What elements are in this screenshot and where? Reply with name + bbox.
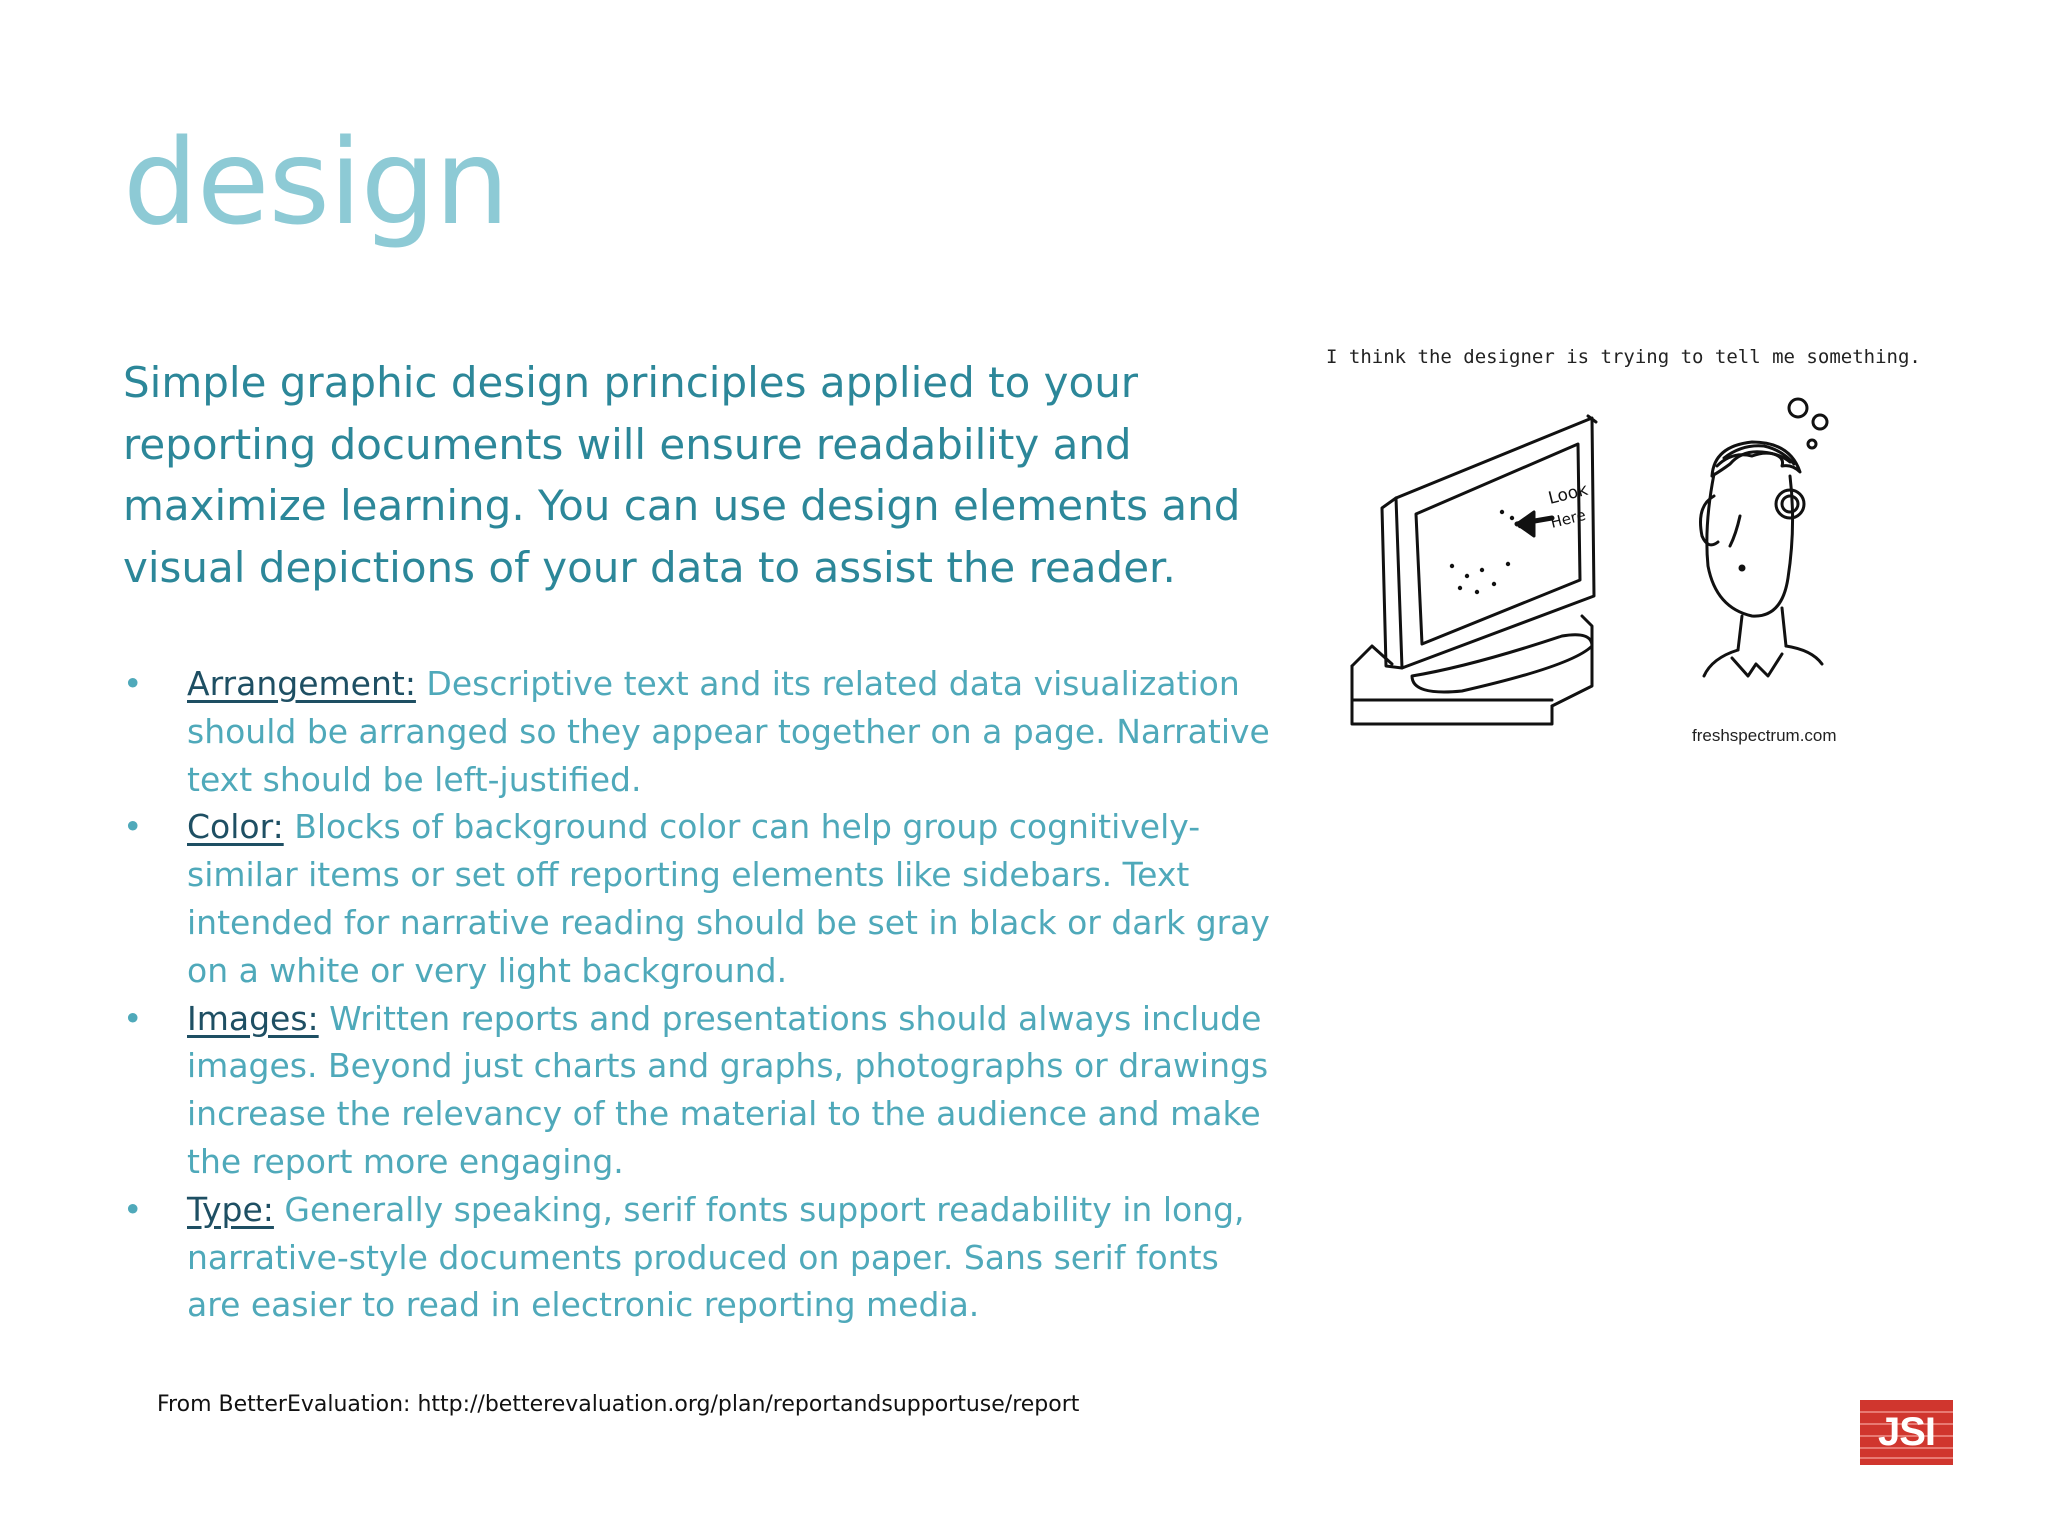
bullet-type xyxy=(123,1186,1273,1329)
bullet-dot-icon: • xyxy=(123,807,143,847)
logo-text: JSI xyxy=(1877,1410,1936,1454)
person-icon xyxy=(1701,399,1828,676)
cartoon-illustration xyxy=(1312,346,1921,756)
cartoon-drawing xyxy=(1312,346,1872,756)
bullet-dot-icon: • xyxy=(123,998,143,1038)
computer-icon xyxy=(1352,416,1596,724)
jsi-logo xyxy=(1860,1400,1953,1465)
cartoon-credit: freshspectrum.com xyxy=(1692,726,1837,745)
bullet-arrangement xyxy=(123,660,1273,803)
bullet-term: Images: xyxy=(187,998,319,1038)
screen-look-text: Look xyxy=(1546,479,1590,509)
bullet-text: Blocks of background color can help group cognitively-similar items or set off reporting elements like sidebars. Text intended for narrative reading should be set in black or dark gray on a white or very light background. xyxy=(187,807,1270,990)
bullet-term: Type: xyxy=(187,1189,274,1229)
bullet-color xyxy=(123,803,1273,994)
source-citation: From BetterEvaluation: http://betterevaluation.org/plan/reportandsupportuse/report xyxy=(157,1392,1080,1417)
bullet-dot-icon: • xyxy=(123,1189,143,1229)
bullet-list xyxy=(123,660,1273,1329)
bullet-text: Written reports and presentations should always include images. Beyond just charts and graphs, photographs or drawings increase the relevancy of the material to the audience and make the report more engaging. xyxy=(187,998,1269,1181)
bullet-text: Generally speaking, serif fonts support readability in long, narrative-style documents produced on paper. Sans serif fonts are easier to read in electronic reporting media. xyxy=(187,1189,1245,1325)
cartoon-caption: I think the designer is trying to tell me something. xyxy=(1326,346,1921,368)
screen-here-text: Here xyxy=(1548,505,1588,532)
bullet-text: Descriptive text and its related data visualization should be arranged so they appear together on a page. Narrative text should be left-justified. xyxy=(187,664,1270,799)
slide-title: design xyxy=(123,113,509,251)
bullet-images xyxy=(123,995,1273,1186)
bullet-term: Arrangement: xyxy=(187,664,416,703)
bullet-dot-icon: • xyxy=(123,664,143,703)
intro-paragraph: Simple graphic design principles applied to your reporting documents will ensure readability and maximize learning. You can use design elements and visual depictions of your data to assist the reader. xyxy=(123,358,1241,592)
bullet-term: Color: xyxy=(187,807,284,847)
